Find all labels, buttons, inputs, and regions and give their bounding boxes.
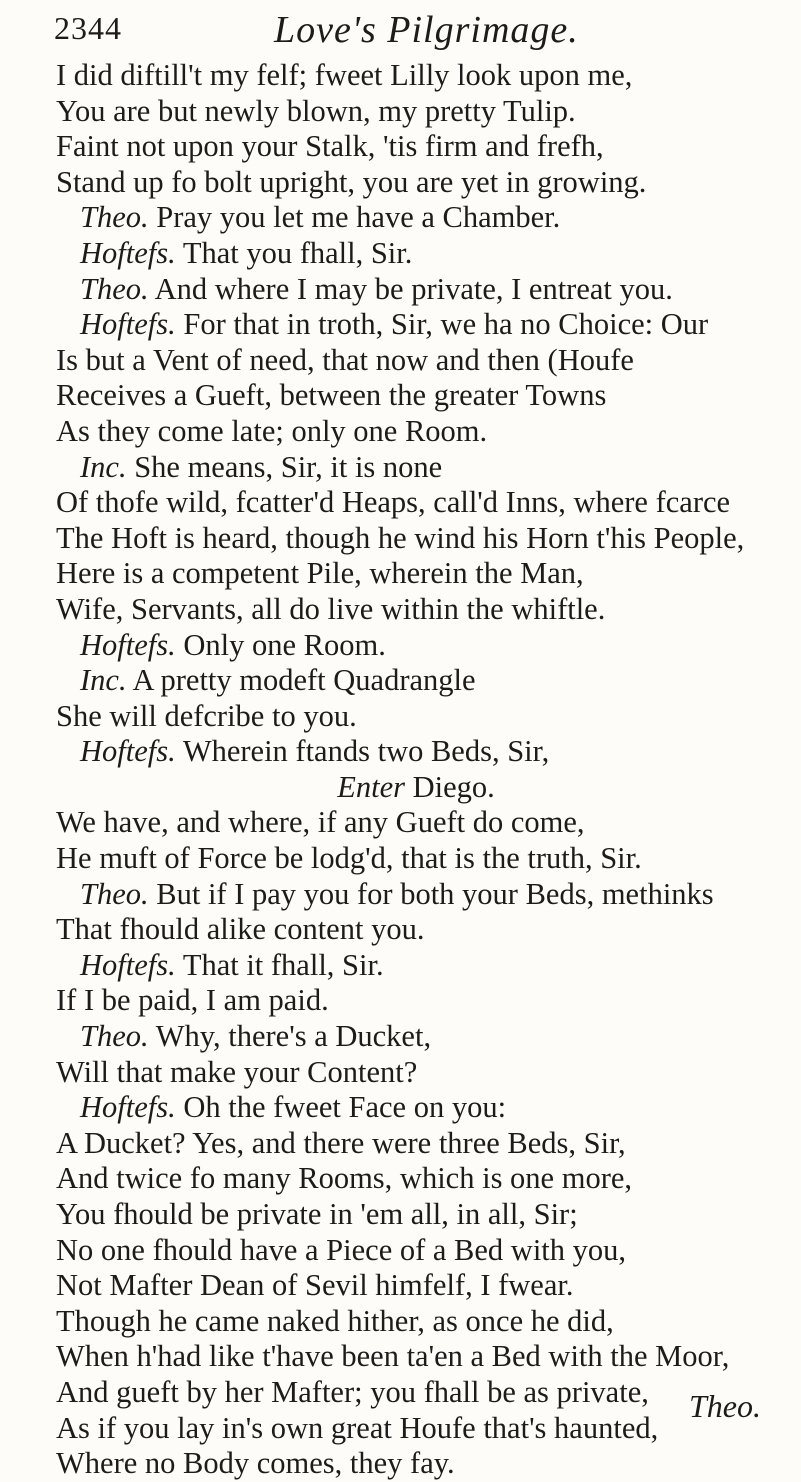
line-text: We have, and where, if any Gueft do come, — [56, 805, 585, 840]
text-line — [56, 877, 776, 913]
line-text: Pray you let me have a Chamber. — [156, 200, 561, 235]
page-header — [54, 8, 774, 58]
text-line — [56, 805, 776, 841]
line-text: Though he came naked hither, as once he did, — [56, 1303, 614, 1338]
line-text: Oh the fweet Face on you: — [183, 1090, 507, 1125]
speaker-name: Hoftefs. — [80, 627, 176, 662]
text-line — [56, 1268, 776, 1304]
text-line — [56, 912, 776, 948]
page-number: 2344 — [54, 10, 122, 46]
text-line — [56, 58, 776, 94]
text-line — [56, 663, 776, 699]
speaker-name: Theo. — [80, 1019, 149, 1054]
line-text: Faint not upon your Stalk, 'tis firm and frefh, — [56, 129, 604, 164]
line-text: That you fhall, Sir. — [182, 235, 413, 270]
speaker-name: Hoftefs. — [80, 734, 176, 769]
line-text: The Hoft is heard, though he wind his Horn t'his People, — [56, 520, 745, 555]
text-line — [56, 1304, 776, 1340]
text-line — [56, 94, 776, 130]
text-line — [56, 343, 776, 379]
line-text: Wife, Servants, all do live within the whiftle. — [56, 591, 606, 626]
catchword: Theo. — [689, 1388, 761, 1424]
text-line — [56, 770, 776, 806]
line-text: He muft of Force be lodg'd, that is the truth, Sir. — [56, 841, 642, 876]
line-text: A pretty modeft Quadrangle — [132, 663, 476, 698]
text-line — [56, 1019, 776, 1055]
line-text: Receives a Gueft, between the greater Towns — [56, 378, 607, 413]
line-text: Wherein ftands two Beds, Sir, — [182, 734, 550, 769]
line-text: Will that make your Content? — [56, 1054, 418, 1089]
line-text: For that in troth, Sir, we ha no Choice: Our — [183, 307, 709, 342]
text-line — [56, 556, 776, 592]
text-line — [56, 272, 776, 308]
text-line — [56, 699, 776, 735]
text-line — [56, 948, 776, 984]
line-text: Diego. — [412, 769, 495, 804]
line-text: That it fhall, Sir. — [182, 947, 384, 982]
line-text: You fhould be private in 'em all, in all, Sir; — [56, 1197, 578, 1231]
text-line — [56, 485, 776, 521]
speaker-name: Theo. — [80, 876, 149, 911]
stage-direction: Enter — [337, 769, 405, 804]
line-text: Why, there's a Ducket, — [155, 1019, 432, 1054]
line-text: And where I may be private, I entreat you. — [154, 271, 673, 306]
speaker-name: Theo. — [80, 271, 149, 306]
text-line — [56, 628, 776, 664]
text-line — [56, 414, 776, 450]
line-text: No one fhould have a Piece of a Bed with you, — [56, 1232, 627, 1267]
text-line — [56, 378, 776, 414]
text-line — [56, 1411, 776, 1447]
line-text: But if I pay you for both your Beds, methinks — [156, 876, 714, 911]
text-line — [56, 307, 776, 343]
text-line — [56, 1197, 776, 1233]
text-line — [56, 165, 776, 201]
speaker-name: Hoftefs. — [80, 235, 176, 270]
line-text: A Ducket? Yes, and there were three Beds, Sir, — [56, 1125, 626, 1160]
text-line — [56, 1339, 776, 1375]
line-text: Where no Body comes, they fay. — [56, 1446, 455, 1481]
line-text: Only one Room. — [183, 627, 386, 662]
line-text: That fhould alike content you. — [56, 912, 425, 947]
text-line — [56, 200, 776, 236]
text-line — [56, 841, 776, 877]
line-text: As they come late; only one Room. — [56, 413, 488, 448]
text-line — [56, 1375, 776, 1411]
text-line — [56, 592, 776, 628]
line-text: She will defcribe to you. — [56, 698, 357, 733]
play-text — [56, 58, 776, 1482]
line-text: And gueft by her Mafter; you fhall be as private, — [56, 1374, 649, 1409]
text-line — [56, 521, 776, 557]
line-text: I did diftill't my felf; fweet Lilly look upon me, — [56, 58, 633, 92]
text-line — [56, 734, 776, 770]
line-text: Here is a competent Pile, wherein the Man, — [56, 556, 584, 591]
line-text: And twice fo many Rooms, which is one more, — [56, 1161, 633, 1196]
text-line — [56, 129, 776, 165]
text-line — [56, 1233, 776, 1269]
speaker-name: Hoftefs. — [80, 307, 176, 342]
line-text: You are but newly blown, my pretty Tulip. — [56, 93, 576, 128]
line-text: Stand up fo bolt upright, you are yet in growing. — [56, 164, 647, 199]
speaker-name: Inc. — [80, 663, 127, 698]
text-line — [56, 983, 776, 1019]
line-text: When h'had like t'have been ta'en a Bed with the Moor, — [56, 1339, 730, 1374]
text-line — [56, 1446, 776, 1482]
text-line — [56, 1126, 776, 1162]
line-text: Not Mafter Dean of Sevil himfelf, I fwear. — [56, 1268, 574, 1303]
text-line — [56, 1090, 776, 1126]
text-line — [56, 236, 776, 272]
speaker-name: Inc. — [80, 449, 127, 484]
speaker-name: Hoftefs. — [80, 1090, 176, 1125]
line-text: She means, Sir, it is none — [134, 449, 443, 484]
speaker-name: Theo. — [80, 200, 149, 235]
text-line — [56, 450, 776, 486]
speaker-name: Hoftefs. — [80, 947, 176, 982]
line-text: If I be paid, I am paid. — [56, 983, 329, 1018]
line-text: Is but a Vent of need, that now and then (Houfe — [56, 342, 634, 377]
text-line — [56, 1161, 776, 1197]
text-line — [56, 1055, 776, 1091]
line-text: As if you lay in's own great Houfe that's haunted, — [56, 1410, 659, 1445]
line-text: Of thofe wild, fcatter'd Heaps, call'd Inns, where fcarce — [56, 485, 731, 520]
running-title: Love's Pilgrimage. — [274, 9, 579, 51]
